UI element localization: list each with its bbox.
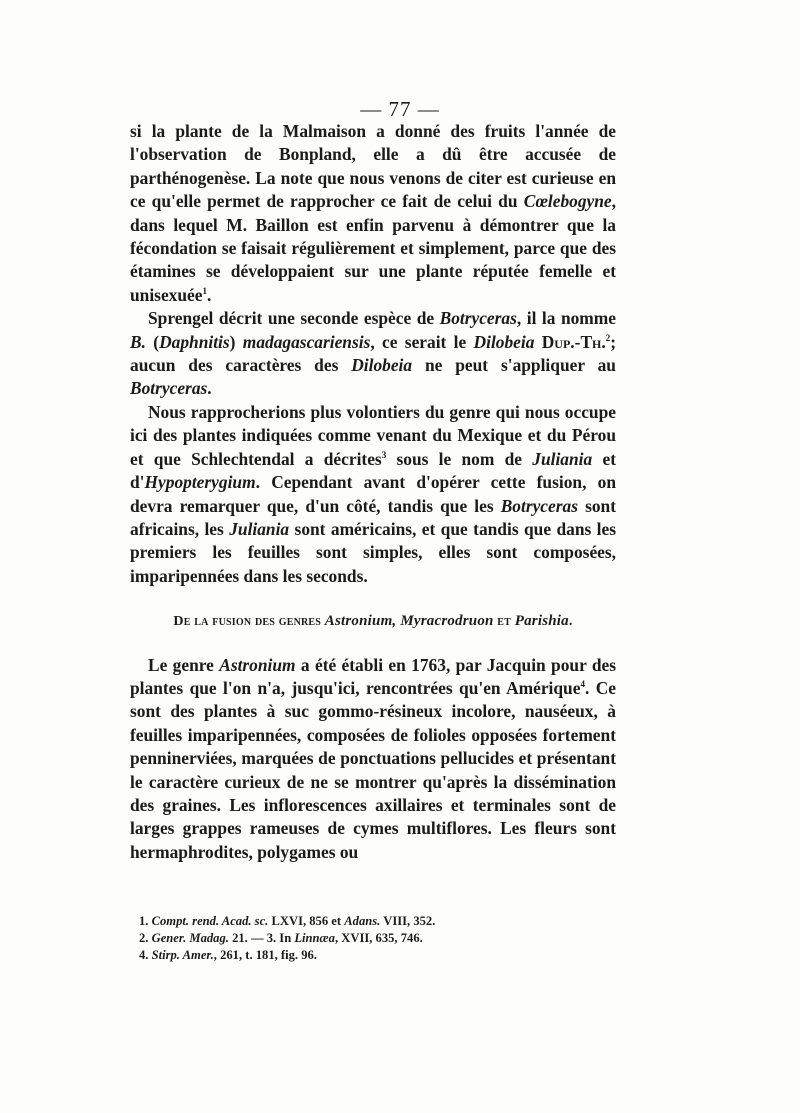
text-run: Linnæa — [294, 931, 335, 945]
text-run: . Ce sont des plantes à suc gommo-résineux incolore, nauséeux, à feuilles imparipennées, composées de folioles opposées fortement penninerviées, marquées de ponctuations pellucides et présentant le caractère curieux de ne se montrer qu'après la dissémination des graines. Les inflorescences axillaires et terminales sont de larges grappes rameuses de cymes multiflores. Les fleurs sont hermaphrodites, polygames ou — [130, 677, 616, 862]
paragraph-group-1 — [130, 120, 616, 588]
text-run: . — [207, 378, 212, 399]
text-run: Juliania — [532, 448, 593, 469]
text-run: Botryceras — [439, 308, 517, 329]
text-run: si la plante de la Malmaison a donné des fruits l'année de l'observation de Bonpland, elle a dû être accusée de parthénogenèse. La note que nous venons de citer est curieuse en ce qu'elle permet de rapprocher ce fait de celui du — [130, 121, 616, 212]
text-run: sous le nom de — [386, 448, 533, 469]
text-run: Hypopterygium — [144, 472, 256, 493]
text-run: sont africains, les — [130, 495, 616, 539]
text-run: Botryceras — [500, 495, 578, 516]
text-run: 21. — 3. In — [228, 931, 295, 945]
text-run: Daphnitis — [159, 331, 230, 352]
text-run: Cœlebogyne — [523, 191, 612, 212]
page-number: — 77 — — [360, 97, 440, 121]
text-run: madagascariensis — [242, 331, 371, 352]
paragraph — [130, 120, 616, 307]
text-run: a été établi en 1763, par Jacquin pour des plantes que l'on n'a, jusqu'ici, rencontrées qu'en Amérique — [130, 654, 616, 698]
text-run: 1 — [202, 286, 207, 297]
text-run: VIII, 352. — [380, 914, 436, 928]
footnote — [139, 913, 609, 930]
text-run: B. — [130, 331, 146, 352]
text-run: 3 — [381, 449, 387, 460]
text-run — [534, 332, 541, 352]
text-run: 1. — [139, 914, 152, 928]
text-run: , XVII, 635, 746. — [334, 931, 423, 945]
text-run: ; aucun des caractères des — [130, 331, 617, 376]
text-run: 2. — [139, 931, 152, 945]
text-run: Stirp. Amer. — [151, 948, 214, 962]
text-run: Gener. Madag. — [151, 931, 229, 945]
text-run: De la fusion des genres — [173, 614, 325, 630]
text-run: et — [493, 614, 515, 630]
text-run: Adans. — [344, 914, 381, 928]
text-run: Botryceras — [130, 378, 208, 399]
paragraph — [130, 401, 616, 588]
text-run: Dilobeia — [351, 355, 413, 376]
paragraph — [130, 654, 616, 865]
text-run: Astronium — [219, 654, 296, 675]
text-run: , il la nomme — [516, 308, 616, 329]
footnote — [139, 930, 609, 947]
text-run: Astronium, Myracrodruon — [324, 613, 494, 630]
paragraph — [130, 307, 616, 401]
text-run: sont américains, et que tandis que dans les premiers les feuilles sont simples, elles sont composées, imparipennées dans les seconds. — [130, 518, 616, 586]
text-run: Compt. rend. Acad. sc. — [151, 914, 269, 928]
text-run: 4 — [580, 679, 585, 690]
footnote — [139, 947, 609, 964]
text-run: Dilobeia — [473, 331, 535, 352]
text-run: ( — [145, 331, 160, 352]
text-run: 2 — [605, 332, 611, 343]
text-run: Sprengel décrit une seconde espèce de — [148, 308, 440, 329]
text-run: Juliania — [229, 518, 290, 539]
text-run: Parishia — [514, 613, 569, 630]
section-heading — [130, 610, 616, 633]
text-run: et d' — [130, 448, 617, 493]
text-run: LXVI, 856 et — [268, 914, 345, 928]
text-run: ne peut s'appliquer au — [412, 355, 616, 376]
text-run: . — [568, 614, 573, 630]
text-run: , 261, t. 181, fig. 96. — [213, 948, 317, 962]
footnotes — [139, 913, 609, 964]
text-run: Nous rapprocherions plus volontiers du genre qui nous occupe ici des plantes indiquées comme venant du Mexique et du Pérou et que Schlechtendal a décrites — [130, 401, 616, 469]
body-text — [130, 120, 616, 864]
text-run: ) — [229, 331, 243, 352]
text-run: . — [206, 284, 212, 305]
text-run: , ce serait le — [370, 331, 474, 352]
text-run: 4. — [139, 948, 152, 962]
text-run: , dans lequel M. Baillon est enfin parvenu à démontrer que la fécondation se faisait régulièrement et simplement, parce que des étamines se développaient sur une plante réputée femelle et unisexuée — [130, 191, 616, 305]
paragraph-group-2 — [130, 654, 616, 865]
text-run: Dup.-Th. — [541, 331, 606, 352]
text-run: . Cependant avant d'opérer cette fusion, on devra remarquer que, d'un côté, tandis que les — [130, 472, 616, 516]
text-run: Le genre — [148, 654, 220, 675]
